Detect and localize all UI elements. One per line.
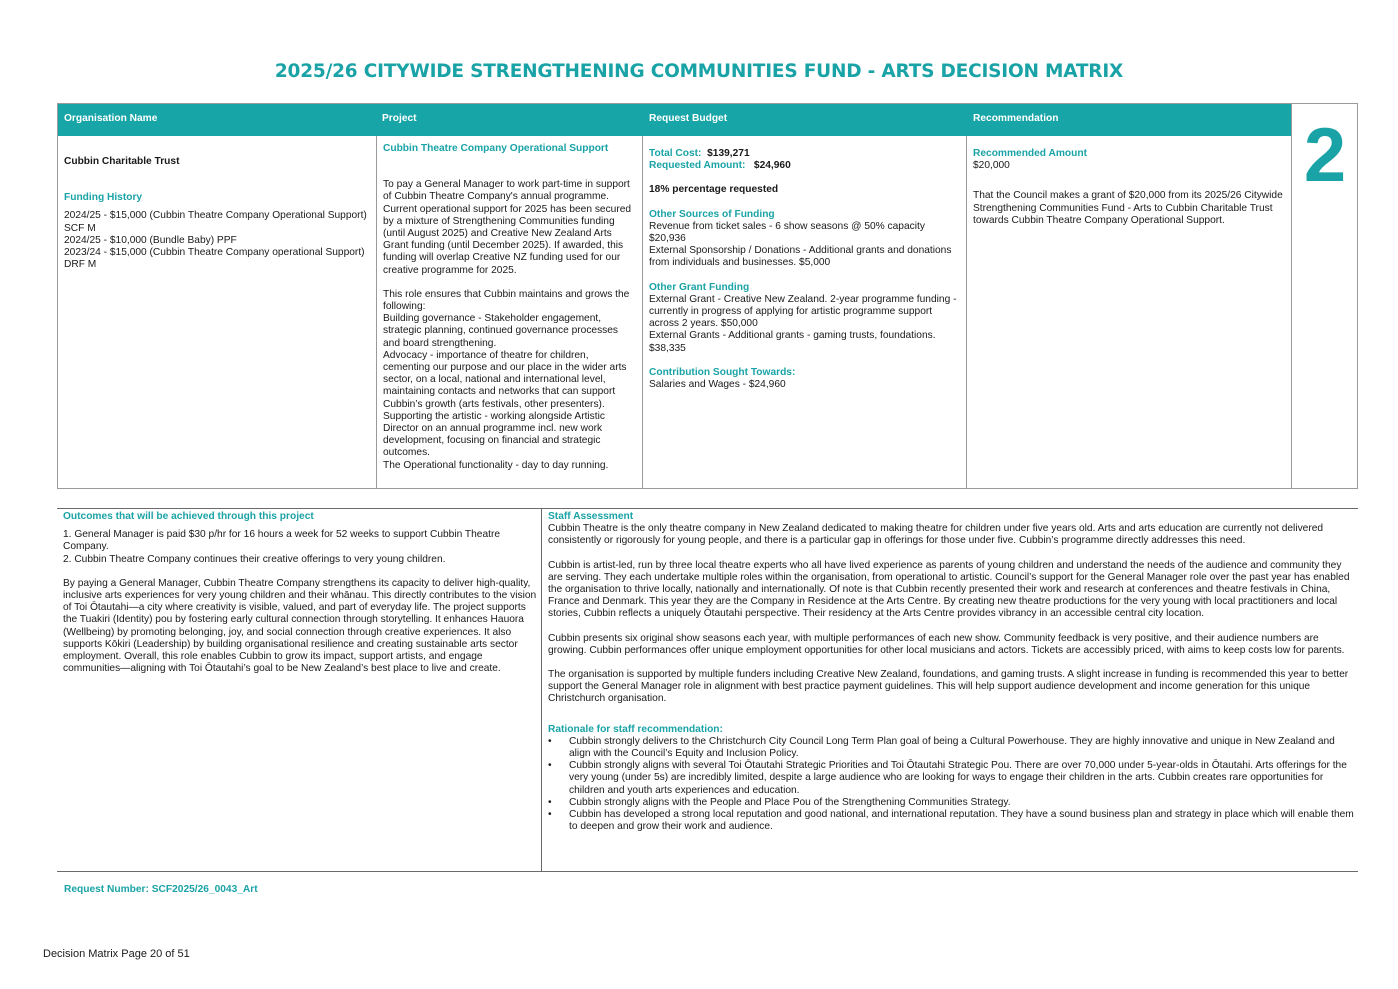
rationale-item: • Cubbin strongly aligns with the People and Place Pou of the Strengthening Communities Strategy.: [548, 797, 1354, 809]
organisation-name: Cubbin Charitable Trust: [64, 156, 180, 167]
project-cell: [377, 136, 642, 488]
page-title: 2025/26 CITYWIDE STRENGTHENING COMMUNITIES FUND - ARTS DECISION MATRIX: [274, 61, 1124, 82]
staff-paragraph: Cubbin Theatre is the only theatre company in New Zealand dedicated to making theatre for children under five years old. Arts and arts education are currently not delivered consistently or rigorously for young people, and there is a particular gap in offerings for those under five. Cubbin’s programme directly addresses this need.: [548, 523, 1324, 547]
outcome-item: 2. Cubbin Theatre Company continues their creative offerings to very young children.: [63, 553, 446, 565]
rationale-list: [548, 736, 1354, 834]
staff-paragraph: Cubbin presents six original show seasons each year, with multiple performances of each new show. Community feedback is very positive, and their audience numbers are growing. Cubbin performances offer unique employment opportunities for other local musicians and actors. Tickets are accessibly priced, with aims to keep costs low for parents.: [548, 632, 1345, 656]
other-source-item: External Sponsorship / Donations - Additional grants and donations from individuals and businesses. $5,000: [649, 245, 952, 269]
staff-assessment-column: [548, 509, 1354, 833]
recommendation-cell: [967, 136, 1291, 488]
request-number: Request Number: SCF2025/26_0043_Art: [64, 884, 258, 895]
rationale-item: • Cubbin strongly delivers to the Christchurch City Council Long Term Plan goal of being a Cultural Powerhouse. They are highly innovative and unique in New Zealand and align with the Council’s Equity and Inclusion Policy.: [548, 736, 1354, 760]
outcomes-paragraph: By paying a General Manager, Cubbin Theatre Company strengthens its capacity to deliver high-quality, inclusive arts experiences for very young children and their whānau. This directly contributes to the vision of Toi Ōtautahi—a city where creativity is visible, valued, and part of everyday life. The project supports the Tuakiri (Identity) pou by fostering early cultural connection through storytelling. It enhances Hauora (Wellbeing) by promoting belonging, joy, and social connection through creative experiences. It also supports Kōkiri (Leadership) by building organisational resilience and creating sustainable arts sector employment. Overall, this role enables Cubbin to grow its impact, support artists, and engage communities—aligning with Toi Ōtautahi’s goal to be New Zealand’s best place to live and create.: [63, 577, 537, 675]
project-name: Cubbin Theatre Company Operational Support: [383, 143, 609, 154]
outcomes-label: Outcomes that will be achieved through this project: [63, 511, 314, 522]
percentage-requested: 18% percentage requested: [649, 184, 779, 196]
funding-history-item: 2024/25 - $15,000 (Cubbin Theatre Company Operational Support) SCF M: [64, 210, 367, 234]
other-grant-label: Other Grant Funding: [649, 281, 750, 293]
other-grant-item: External Grant - Creative New Zealand. 2-year programme funding - currently in progress of applying for artistic programme support across 2 years. $50,000: [649, 293, 957, 330]
staff-paragraph: Cubbin is artist-led, run by three local theatre experts who all have lived experience as parents of young children and understand the needs of the audience and community they are serving. They each undertake multiple roles within the organisation, from operational to artistic. Council’s support for the General Manager role over the past year has enabled the organisation to thrive locally, nationally and internationally. Of note is that Cubbin recently presented their work and research at conferences and theatre festivals in China, France and Denmark. This year they are the Company in Residence at the Arts Centre. By creating new theatre productions for the very young with local practitioners and local stories, Cubbin reflects a uniquely Ōtautahi perspective. Their residency at the Arts Centre provides vibrancy in an accessible central city location.: [548, 559, 1350, 620]
total-cost-label: Total Cost:: [649, 148, 702, 159]
rationale-item: • Cubbin has developed a strong local reputation and good national, and international reputation. They have a sound business plan and strategy in place which will enable them to deepen and grow their work and audience.: [548, 809, 1354, 833]
total-cost-value: $139,271: [707, 148, 750, 159]
rationale-item: • Cubbin strongly aligns with several Toi Ōtautahi Strategic Priorities and Toi Ōtautahi Strategic Pou. There are over 70,000 under 5-year-olds in Ōtautahi. Arts offerings for the very young (under 5s) are incredibly limited, despite a large audience who are looking for ways to engage their children in the arts. Cubbin creates rare opportunities for children and youth arts experiences and education.: [548, 760, 1354, 797]
project-detail-line: Supporting the artistic - working alongside Artistic Director on an annual programme incl. new work development, focusing on financial and strategic outcomes.: [383, 410, 605, 459]
funding-history-item: 2023/24 - $15,000 (Cubbin Theatre Company operational Support) DRF M: [64, 247, 365, 271]
page-footer: Decision Matrix Page 20 of 51: [43, 948, 190, 960]
decision-matrix-table: [57, 103, 1358, 489]
project-detail-line: The Operational functionality - day to day running.: [383, 459, 609, 471]
funding-history-item: 2024/25 - $10,000 (Bundle Baby) PPF: [64, 234, 237, 246]
header-budget: Request Budget: [643, 104, 967, 136]
contribution-value: Salaries and Wages - $24,960: [649, 379, 786, 391]
staff-paragraph: The organisation is supported by multiple funders including Creative New Zealand, foundations, and gaming trusts. A slight increase in funding is recommended this year to better support the General Manager role in alignment with best practice payment guidelines. This will help support audience development and income generation for this unique Christchurch organisation.: [548, 669, 1349, 705]
project-detail-line: This role ensures that Cubbin maintains and grows the following:: [383, 288, 630, 313]
budget-cell: [643, 136, 966, 488]
organisation-cell: [58, 136, 376, 488]
other-grant-item: External Grants - Additional grants - gaming trusts, foundations. $38,335: [649, 330, 936, 354]
matrix-number: 2: [1303, 113, 1347, 198]
funding-history-list: [64, 210, 370, 271]
contribution-label: Contribution Sought Towards:: [649, 366, 796, 378]
outcome-item: 1. General Manager is paid $30 p/hr for 16 hours a week for 52 weeks to support Cubbin Theatre Company.: [63, 529, 500, 553]
recommended-amount-value: $20,000: [973, 160, 1010, 172]
recommended-amount-label: Recommended Amount: [973, 148, 1087, 159]
requested-amount-value: $24,960: [753, 160, 791, 172]
staff-assessment-label: Staff Assessment: [548, 511, 634, 522]
project-detail-line: Advocacy - importance of theatre for children, cementing our purpose and our place in the wider arts sector, on a local, national and international level, maintaining contacts and networks that can support Cubbin’s growth (arts festivals, other presenters).: [383, 349, 627, 410]
other-source-item: Revenue from ticket sales - 6 show seasons @ 50% capacity $20,936: [649, 220, 925, 245]
other-sources-label: Other Sources of Funding: [649, 208, 775, 220]
funding-history-label: Funding History: [64, 192, 143, 204]
requested-amount-label: Requested Amount:: [649, 160, 746, 172]
project-description: To pay a General Manager to work part-time in support of Cubbin Theatre Company's annual programme. Current operational support for 2025 has been secured by a mixture of Strengthening Communities funding (until August 2025) and Creative New Zealand Arts Grant funding (until December 2025). If awarded, this funding will overlap Creative NZ funding used for our creative programme for 2025.: [383, 179, 632, 276]
header-recommendation: Recommendation: [967, 104, 1292, 136]
outcomes-column: [63, 509, 537, 675]
section-divider: [541, 509, 542, 871]
project-detail-line: Building governance - Stakeholder engagement, strategic planning, continued governance processes and board strengthening.: [383, 313, 619, 349]
header-organisation: Organisation Name: [58, 104, 376, 136]
assessment-section: [57, 508, 1358, 872]
project-details: [383, 289, 636, 472]
header-project: Project: [376, 104, 643, 136]
rationale-label: Rationale for staff recommendation:: [548, 723, 723, 735]
recommendation-text: That the Council makes a grant of $20,000 from its 2025/26 Citywide Strengthening Communities Fund - Arts to Cubbin Charitable Trust towards Cubbin Theatre Company Operational Support.: [973, 190, 1283, 226]
